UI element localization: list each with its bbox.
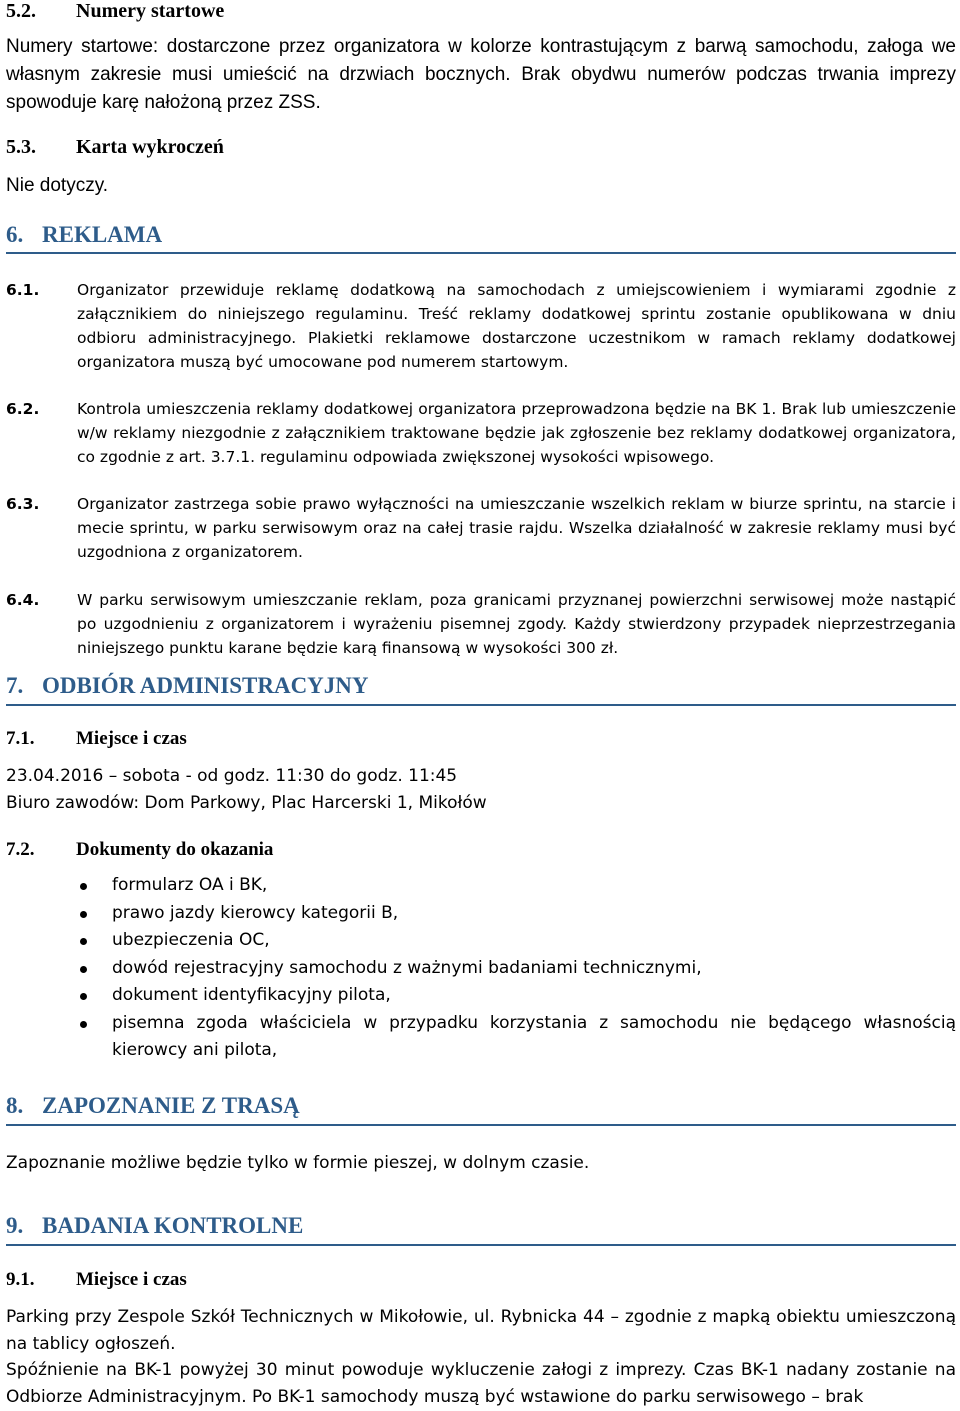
paragraph-8: Zapoznanie możliwe będzie tylko w formie pieszej, w dolnym czasie. <box>6 1153 590 1173</box>
heading-7-2: 7.2. Dokumenty do okazania <box>6 839 274 860</box>
office-address-line: Biuro zawodów: Dom Parkowy, Plac Harcerski 1, Mikołów <box>6 793 487 813</box>
documents-list <box>78 872 956 1065</box>
heading-8: 8. ZAPOZNANIE Z TRASĄ <box>6 1093 300 1118</box>
list-item: dowód rejestracyjny samochodu z ważnymi badaniami technicznymi, <box>78 955 956 983</box>
section-rule <box>6 1244 956 1246</box>
paragraph-6-1: 6.1. Organizator przewiduje reklamę dodatkową na samochodach z umiejscowieniem i wymiarami zgodnie z załącznikiem do niniejszego regulaminu. Treść reklamy dodatkowej sprintu zostanie opublikowana w dniu odbioru administracyjnego. Plakietki reklamowe dostarczone uczestnikom w ramach reklamy dodatkowej organizatora muszą być umocowane pod numerem startowym. <box>6 281 956 371</box>
paragraph-9-1b: Spóźnienie na BK-1 powyżej 30 minut powoduje wykluczenie załogi z imprezy. Czas BK-1 nadany zostanie na Odbiorze Administracyjnym. Po BK-1 samochody muszą być wstawione do parku serwisowego – brak <box>6 1360 956 1407</box>
list-item: prawo jazdy kierowcy kategorii B, <box>78 900 956 928</box>
heading-5-2: 5.2. Numery startowe <box>6 0 225 22</box>
heading-9-1: 9.1. Miejsce i czas <box>6 1269 187 1290</box>
paragraph-6-4: 6.4. W parku serwisowym umieszczanie reklam, poza granicami przyznanej powierzchni serwisowej może nastąpić po uzgodnieniu z organizatorem i wyrażeniu pisemnej zgody. Każdy stwierdzony przypadek nieprzestrzegania niniejszego punktu karane będzie karą finansową w wysokości 300 zł. <box>6 591 956 657</box>
section-rule <box>6 704 956 706</box>
paragraph-9-1a: Parking przy Zespole Szkół Technicznych w Mikołowie, ul. Rybnicka 44 – zgodnie z mapką obiektu umieszczoną na tablicy ogłoszeń. <box>6 1307 956 1354</box>
paragraph-5-3: Nie dotyczy. <box>6 175 109 196</box>
list-item: dokument identyfikacyjny pilota, <box>78 982 956 1010</box>
heading-7: 7. ODBIÓR ADMINISTRACYJNY <box>6 673 369 698</box>
list-item: formularz OA i BK, <box>78 872 956 900</box>
paragraph-6-3: 6.3. Organizator zastrzega sobie prawo wyłączności na umieszczanie wszelkich reklam w biurze sprintu, na starcie i mecie sprintu, w parku serwisowym oraz na całej trasie rajdu. Wszelka działalność w zakresie reklamy musi być uzgodniona z organizatorem. <box>6 495 956 561</box>
list-item: pisemna zgoda właściciela w przypadku korzystania z samochodu nie będącego własnością kierowcy ani pilota, <box>78 1010 956 1065</box>
heading-9: 9. BADANIA KONTROLNE <box>6 1213 304 1238</box>
paragraph-6-2: 6.2. Kontrola umieszczenia reklamy dodatkowej organizatora przeprowadzona będzie na BK 1. Brak lub umieszczenie w/w reklamy niezgodnie z załącznikiem traktowane będzie jak zgłoszenie bez reklamy dodatkowej organizatora, co zgodnie z art. 3.7.1. regulaminu odpowiada zwiększonej wysokości wpisowego. <box>6 400 956 466</box>
event-date-line: 23.04.2016 – sobota - od godz. 11:30 do godz. 11:45 <box>6 766 458 786</box>
list-item: ubezpieczenia OC, <box>78 927 956 955</box>
heading-6: 6. REKLAMA <box>6 222 163 247</box>
heading-7-1: 7.1. Miejsce i czas <box>6 728 187 749</box>
section-rule <box>6 252 956 254</box>
section-rule <box>6 1124 956 1126</box>
paragraph-5-2: Numery startowe: dostarczone przez organizatora w kolorze kontrastującym z barwą samochodu, załoga we własnym zakresie musi umieścić na drzwiach bocznych. Brak obydwu numerów podczas trwania imprezy spowoduje karę nałożoną przez ZSS. <box>6 36 956 113</box>
heading-5-3: 5.3. Karta wykroczeń <box>6 136 224 158</box>
